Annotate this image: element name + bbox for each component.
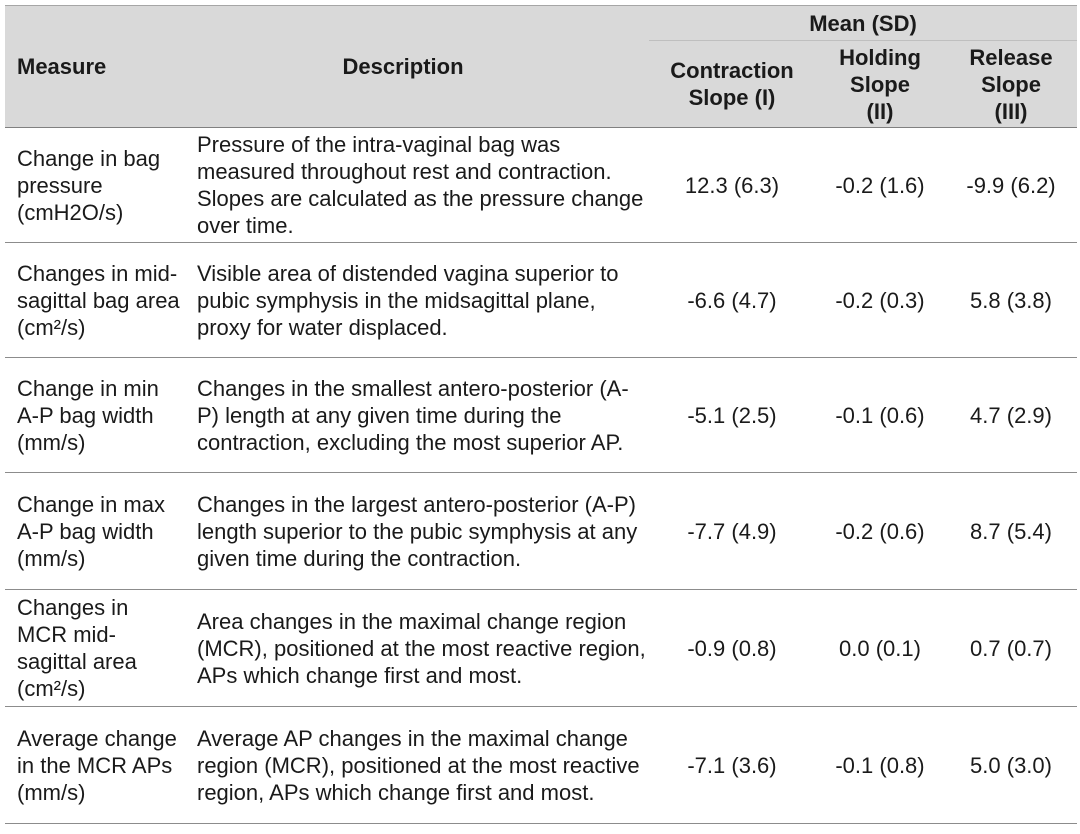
contraction-value: -7.7 (4.9) bbox=[649, 473, 815, 590]
table-row bbox=[5, 128, 1077, 243]
table-row bbox=[5, 358, 1077, 473]
header-release-line-2: Slope bbox=[981, 71, 1041, 97]
contraction-value: -7.1 (3.6) bbox=[649, 707, 815, 824]
contraction-value: -6.6 (4.7) bbox=[649, 243, 815, 358]
release-value: 5.8 (3.8) bbox=[945, 243, 1077, 358]
table-header bbox=[5, 6, 1077, 128]
holding-value: -0.2 (0.3) bbox=[815, 243, 945, 358]
description-cell: Average AP changes in the maximal change region (MCR), positioned at the most reactive region, APs which change first and most. bbox=[187, 707, 649, 824]
header-contraction-line-2: Slope (I) bbox=[688, 85, 776, 110]
release-value: 4.7 (2.9) bbox=[945, 358, 1077, 473]
header-holding-line-1: Holding bbox=[839, 44, 921, 70]
table-row bbox=[5, 243, 1077, 358]
release-value: 0.7 (0.7) bbox=[945, 590, 1077, 707]
table-row bbox=[5, 590, 1077, 707]
holding-value: 0.0 (0.1) bbox=[815, 590, 945, 707]
header-release-line-1: Release bbox=[969, 44, 1053, 70]
measure-cell: Change in bag pressure (cmH2O/s) bbox=[5, 128, 187, 243]
release-value: -9.9 (6.2) bbox=[945, 128, 1077, 243]
header-description: Description bbox=[187, 6, 649, 128]
header-release-slope bbox=[945, 41, 1077, 128]
holding-value: -0.2 (0.6) bbox=[815, 473, 945, 590]
holding-value: -0.1 (0.6) bbox=[815, 358, 945, 473]
holding-value: -0.2 (1.6) bbox=[815, 128, 945, 243]
description-cell: Changes in the largest antero-posterior (A-P) length superior to the pubic symphysis at any given time during the contraction. bbox=[187, 473, 649, 590]
holding-value: -0.1 (0.8) bbox=[815, 707, 945, 824]
header-release-line-3: (III) bbox=[994, 98, 1028, 124]
release-value: 8.7 (5.4) bbox=[945, 473, 1077, 590]
table-row bbox=[5, 473, 1077, 590]
header-holding-line-2: Slope bbox=[850, 71, 910, 97]
contraction-value: 12.3 (6.3) bbox=[649, 128, 815, 243]
header-holding-slope bbox=[815, 41, 945, 128]
header-holding-line-3: (II) bbox=[866, 98, 894, 124]
contraction-value: -0.9 (0.8) bbox=[649, 590, 815, 707]
description-cell: Visible area of distended vagina superior to pubic symphysis in the midsagittal plane, proxy for water displaced. bbox=[187, 243, 649, 358]
description-cell: Changes in the smallest antero-posterior (A-P) length at any given time during the contraction, excluding the most superior AP. bbox=[187, 358, 649, 473]
header-contraction-line-1: Contraction bbox=[670, 58, 794, 83]
measure-cell: Change in max A-P bag width (mm/s) bbox=[5, 473, 187, 590]
table-row bbox=[5, 707, 1077, 824]
header-mean-sd: Mean (SD) bbox=[649, 6, 1077, 41]
header-measure: Measure bbox=[5, 6, 187, 128]
description-cell: Area changes in the maximal change region (MCR), positioned at the most reactive region, APs which change first and most. bbox=[187, 590, 649, 707]
contraction-value: -5.1 (2.5) bbox=[649, 358, 815, 473]
measure-cell: Change in min A-P bag width (mm/s) bbox=[5, 358, 187, 473]
header-contraction-slope bbox=[649, 41, 815, 128]
table-body bbox=[5, 128, 1077, 824]
description-cell: Pressure of the intra-vaginal bag was measured throughout rest and contraction. Slopes are calculated as the pressure change over time. bbox=[187, 128, 649, 243]
measure-cell: Changes in mid-sagittal bag area (cm²/s) bbox=[5, 243, 187, 358]
measure-cell: Changes in MCR mid-sagittal area (cm²/s) bbox=[5, 590, 187, 707]
results-table bbox=[5, 5, 1077, 824]
measure-cell: Average change in the MCR APs (mm/s) bbox=[5, 707, 187, 824]
release-value: 5.0 (3.0) bbox=[945, 707, 1077, 824]
